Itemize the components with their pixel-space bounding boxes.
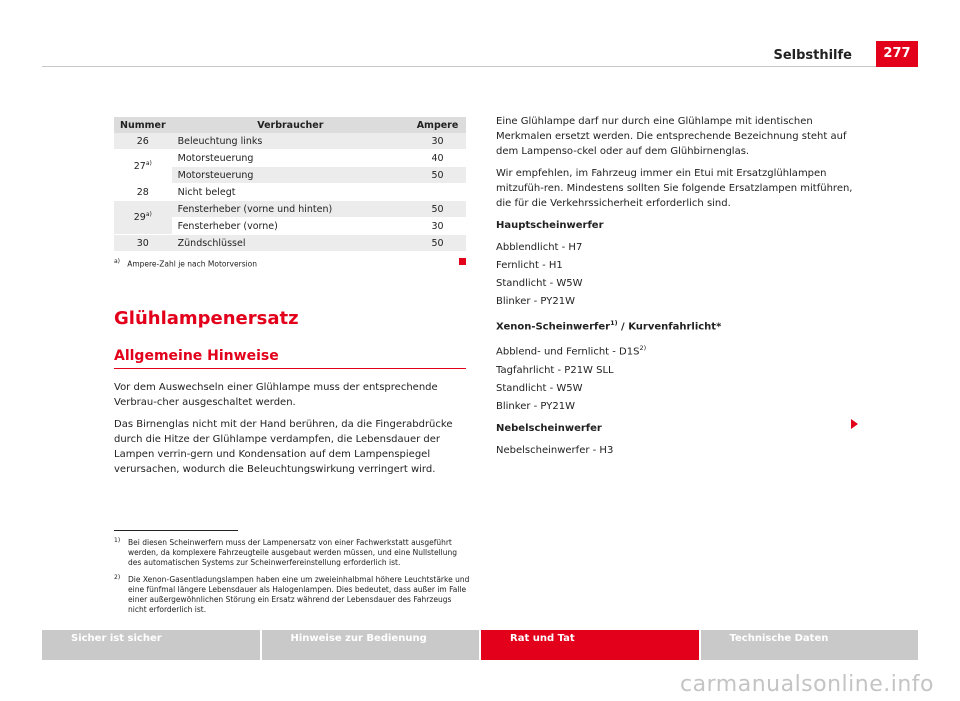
cell-ampere: 30 <box>409 218 466 235</box>
table-note-mark: a) <box>114 258 121 265</box>
table-row <box>114 133 466 150</box>
footnote-ref: a) <box>145 160 152 168</box>
tab-hinweise-zur-bedienung[interactable]: Hinweise zur Bedienung <box>262 630 480 660</box>
footnote <box>114 575 470 615</box>
footnote-mark: 2) <box>114 574 121 581</box>
list-item: Fernlicht - H1 <box>496 260 563 271</box>
continue-arrow-icon <box>851 419 858 429</box>
cell-ampere: 40 <box>409 150 466 167</box>
cell-consumer: Fensterheber (vorne) <box>172 218 409 235</box>
column-header-ampere: Ampere <box>409 117 466 133</box>
cell-consumer: Beleuchtung links <box>172 133 409 150</box>
subtitle-rule <box>114 368 466 369</box>
footnote-ref: 2) <box>639 344 647 353</box>
footnote-ref: a) <box>145 211 152 219</box>
table-row <box>114 201 466 218</box>
footnote-text: Die Xenon-Gasentladungslampen haben eine um zweieinhalbmal höhere Leuchtstärke und eine fünfmal längere Lebensdauer als Halogenlampen. Dies bedeutet, dass außer im Falle einer außergewöhnlichen Störung ein Ersatz während der Lebensdauer des Fahrzeugs nicht erforderlich ist. <box>128 575 470 614</box>
tab-technische-daten[interactable]: Technische Daten <box>701 630 919 660</box>
list-item: Standlicht - W5W <box>496 382 583 394</box>
cell-number: 29$^{a)}$ <box>114 201 172 235</box>
paragraph-glass-handling: Das Birnenglas nicht mit der Hand berühren, da die Fingerabdrücke durch die Hitze der Glühlampe verdampfen, die Lebensdauer der Lampen verrin-gern und Kondensation auf dem Lampenspiegel verursachen, wodurch die Beleuchtungswirkung verringert wird. <box>114 419 453 475</box>
cell-number: 28 <box>114 184 172 201</box>
cell-ampere: 50 <box>409 167 466 184</box>
cell-consumer: Fensterheber (vorne und hinten) <box>172 201 409 218</box>
cell-ampere: 30 <box>409 133 466 150</box>
section-title: Selbsthilfe <box>773 48 852 63</box>
chapter-nav-bar <box>42 630 918 660</box>
cell-number: 27$^{a)}$ <box>114 150 172 184</box>
table-header-row <box>114 117 466 133</box>
chapter-title: Glühlampenersatz <box>114 308 299 329</box>
list-item: Abblend- und Fernlicht - $D1S^{2)}$ <box>496 344 647 358</box>
group-title-xenon: Xenon-Scheinwerfer$^{1)}$ / Kurvenfahrlicht* <box>496 319 722 333</box>
list-item: Standlicht - W5W <box>496 278 583 289</box>
footnote-text: Bei diesen Scheinwerfern muss der Lampenersatz von einer Fachwerkstatt ausgeführt werden, da komplexere Fahrzeugteile ausgebaut werden müssen, und eine Nullstellung des automatischen Systems zur Scheinwerfereinstellung erforderlich ist. <box>128 538 458 567</box>
watermark: carmanualsonline.info <box>680 672 934 697</box>
paragraph-switch-off: Vor dem Auswechseln einer Glühlampe muss der entsprechende Verbrau-cher ausgeschaltet werden. <box>114 382 438 408</box>
cell-consumer: Zündschlüssel <box>172 235 409 252</box>
cell-consumer: Nicht belegt <box>172 184 409 201</box>
page-number: 277 <box>876 41 918 67</box>
tab-sicher-ist-sicher[interactable]: Sicher ist sicher <box>42 630 260 660</box>
table-note <box>114 258 257 269</box>
cell-ampere <box>409 184 466 201</box>
section-end-marker <box>459 258 466 265</box>
group-title-headlights: Hauptscheinwerfer <box>496 220 604 231</box>
fuse-table <box>114 117 466 252</box>
cell-ampere: 50 <box>409 235 466 252</box>
cell-ampere: 50 <box>409 201 466 218</box>
list-item: Blinker - PY21W <box>496 296 575 307</box>
list-item: Abblendlicht - H7 <box>496 242 583 253</box>
column-header-number: Nummer <box>114 117 172 133</box>
cell-number: 30 <box>114 235 172 252</box>
footnote-rule <box>114 530 238 531</box>
footnote <box>114 538 470 568</box>
cell-consumer: Motorsteuerung <box>172 167 409 184</box>
cell-consumer: Motorsteuerung <box>172 150 409 167</box>
footnote-ref: 1) <box>610 319 618 327</box>
footnote-mark: 1) <box>114 537 121 544</box>
right-column <box>496 114 866 461</box>
table-row <box>114 150 466 167</box>
section-subtitle: Allgemeine Hinweise <box>114 348 279 364</box>
group-title-fog: Nebelscheinwerfer <box>496 422 602 434</box>
table-note-text: Ampere-Zahl je nach Motorversion <box>127 259 258 269</box>
paragraph-spare-kit: Wir empfehlen, im Fahrzeug immer ein Etui mit Ersatzglühlampen mitzufüh-ren. Mindestens sollten Sie folgende Ersatzlampen mitführen, die für die Verkehrssicherheit erforderlich sind. <box>496 168 853 209</box>
list-item: Nebelscheinwerfer - H3 <box>496 444 614 456</box>
header-rule <box>42 66 918 67</box>
table-row <box>114 184 466 201</box>
cell-number: 26 <box>114 133 172 150</box>
table-row <box>114 235 466 252</box>
list-item: Blinker - PY21W <box>496 400 575 412</box>
list-item: Tagfahrlicht - P21W SLL <box>496 364 614 376</box>
tab-rat-und-tat[interactable]: Rat und Tat <box>481 630 699 660</box>
paragraph-identical-bulb: Eine Glühlampe darf nur durch eine Glühlampe mit identischen Merkmalen ersetzt werden. Die entsprechende Bezeichnung steht auf dem Lampenso-ckel oder auf dem Glühbirnenglas. <box>496 116 847 157</box>
column-header-consumer: Verbraucher <box>172 117 409 133</box>
